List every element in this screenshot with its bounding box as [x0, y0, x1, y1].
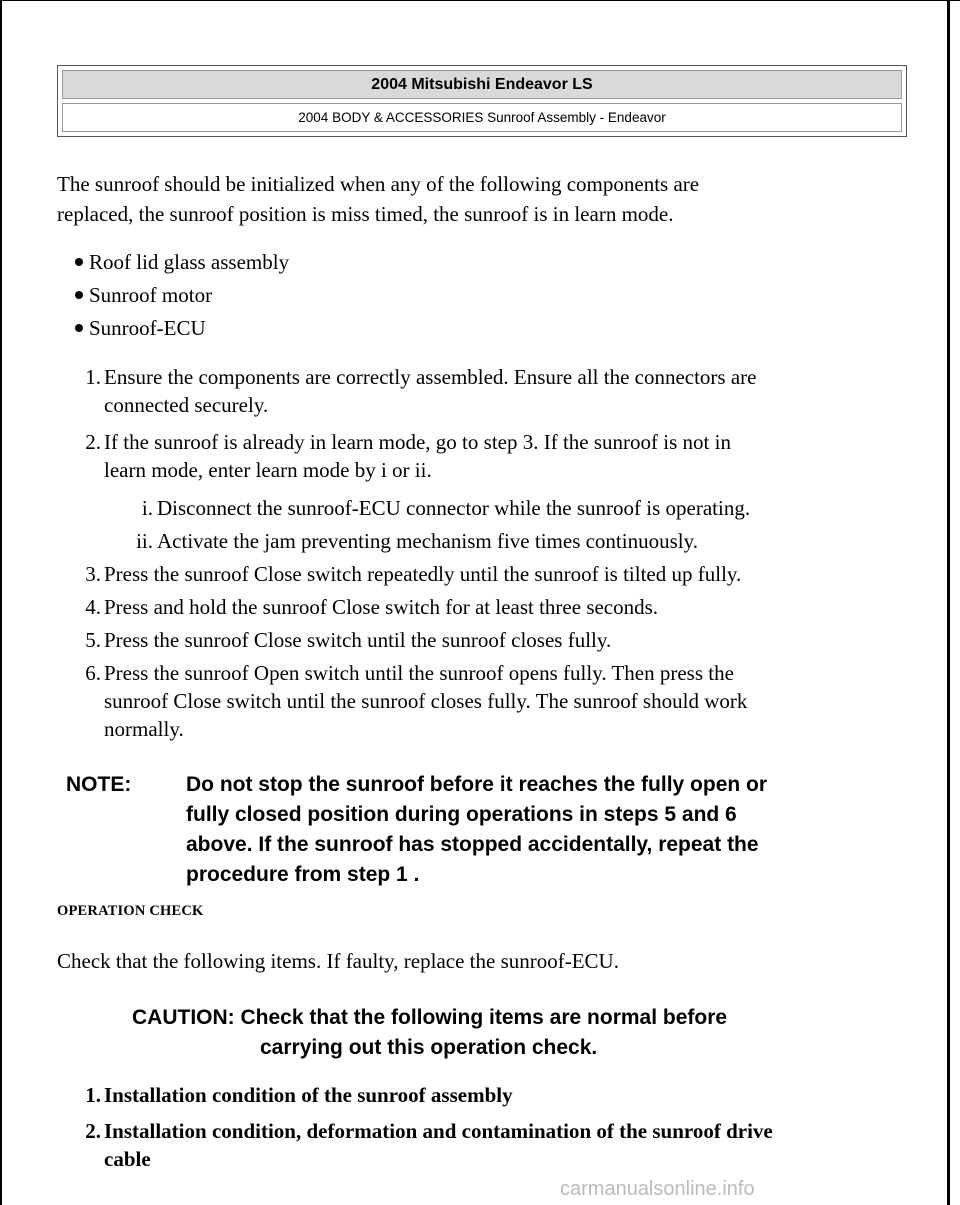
- step-2-line-1: If the sunroof is already in learn mode, go to step 3. If the sunroof is not in: [104, 430, 731, 454]
- step-number: 5.: [85, 628, 101, 652]
- step-number: 2.: [85, 430, 101, 454]
- check-2-line-2: cable: [104, 1147, 151, 1171]
- note-line-2: fully closed position during operations in steps 5 and 6: [186, 803, 737, 826]
- page-frame-right: [947, 0, 950, 1205]
- step-number: 6.: [85, 661, 101, 685]
- step-3-text: Press the sunroof Close switch repeatedly until the sunroof is tilted up fully.: [104, 562, 742, 586]
- step-1-line-2: connected securely.: [104, 393, 269, 417]
- step-6-line-2: sunroof Close switch until the sunroof closes fully. The sunroof should work: [104, 689, 748, 713]
- caution-line-2: carrying out this operation check.: [260, 1036, 598, 1059]
- page-frame-left: [0, 0, 2, 1205]
- check-1-text: Installation condition of the sunroof assembly: [104, 1083, 513, 1107]
- note-line-1: Do not stop the sunroof before it reaches the fully open or: [186, 773, 768, 796]
- bullet-item: Sunroof motor: [75, 281, 212, 309]
- substep-number: ii.: [136, 529, 153, 553]
- note-label: NOTE:: [66, 773, 132, 796]
- bullet-item: Sunroof-ECU: [75, 314, 206, 342]
- note-body: [186, 770, 906, 890]
- bullet-dot-icon: [75, 258, 83, 266]
- step-6-line-3: normally.: [104, 717, 184, 741]
- note-line-3: above. If the sunroof has stopped accidentally, repeat the: [186, 833, 759, 856]
- step-number: 4.: [85, 595, 101, 619]
- caution-line-1: CAUTION: Check that the following items are normal before: [132, 1006, 728, 1029]
- bullet-dot-icon: [75, 291, 83, 299]
- header-title: 2004 Mitsubishi Endeavor LS: [62, 70, 902, 99]
- caution-box: [132, 1003, 872, 1063]
- substep-i-text: Disconnect the sunroof-ECU connector while the sunroof is operating.: [157, 496, 751, 520]
- step-number: 1.: [85, 365, 101, 389]
- substep-ii-text: Activate the jam preventing mechanism five times continuously.: [157, 529, 698, 553]
- document-header: [57, 65, 907, 137]
- step-5-text: Press the sunroof Close switch until the sunroof closes fully.: [104, 628, 612, 652]
- intro-line-2: replaced, the sunroof position is miss timed, the sunroof is in learn mode.: [57, 202, 674, 226]
- note-line-4: procedure from step 1 .: [186, 863, 420, 886]
- step-number: 3.: [85, 562, 101, 586]
- step-2-line-2: learn mode, enter learn mode by i or ii.: [104, 458, 432, 482]
- check-2-line-1: Installation condition, deformation and contamination of the sunroof drive: [104, 1119, 773, 1143]
- header-subtitle: 2004 BODY & ACCESSORIES Sunroof Assembly - Endeavor: [62, 103, 902, 132]
- watermark: carmanualsonline.info: [560, 1178, 755, 1200]
- section-heading-operation-check: OPERATION CHECK: [57, 903, 204, 919]
- step-4-text: Press and hold the sunroof Close switch for at least three seconds.: [104, 595, 659, 619]
- check-number: 1.: [85, 1083, 101, 1107]
- bullet-item: Roof lid glass assembly: [75, 248, 289, 276]
- operation-check-text: Check that the following items. If faulty, replace the sunroof-ECU.: [57, 949, 619, 973]
- bullet-dot-icon: [75, 324, 83, 332]
- check-number: 2.: [85, 1119, 101, 1143]
- step-1-line-1: Ensure the components are correctly assembled. Ensure all the connectors are: [104, 365, 757, 389]
- substep-number: i.: [141, 496, 153, 520]
- step-6-line-1: Press the sunroof Open switch until the sunroof opens fully. Then press the: [104, 661, 734, 685]
- page-frame-top: [0, 0, 960, 1]
- intro-line-1: The sunroof should be initialized when any of the following components are: [57, 172, 700, 196]
